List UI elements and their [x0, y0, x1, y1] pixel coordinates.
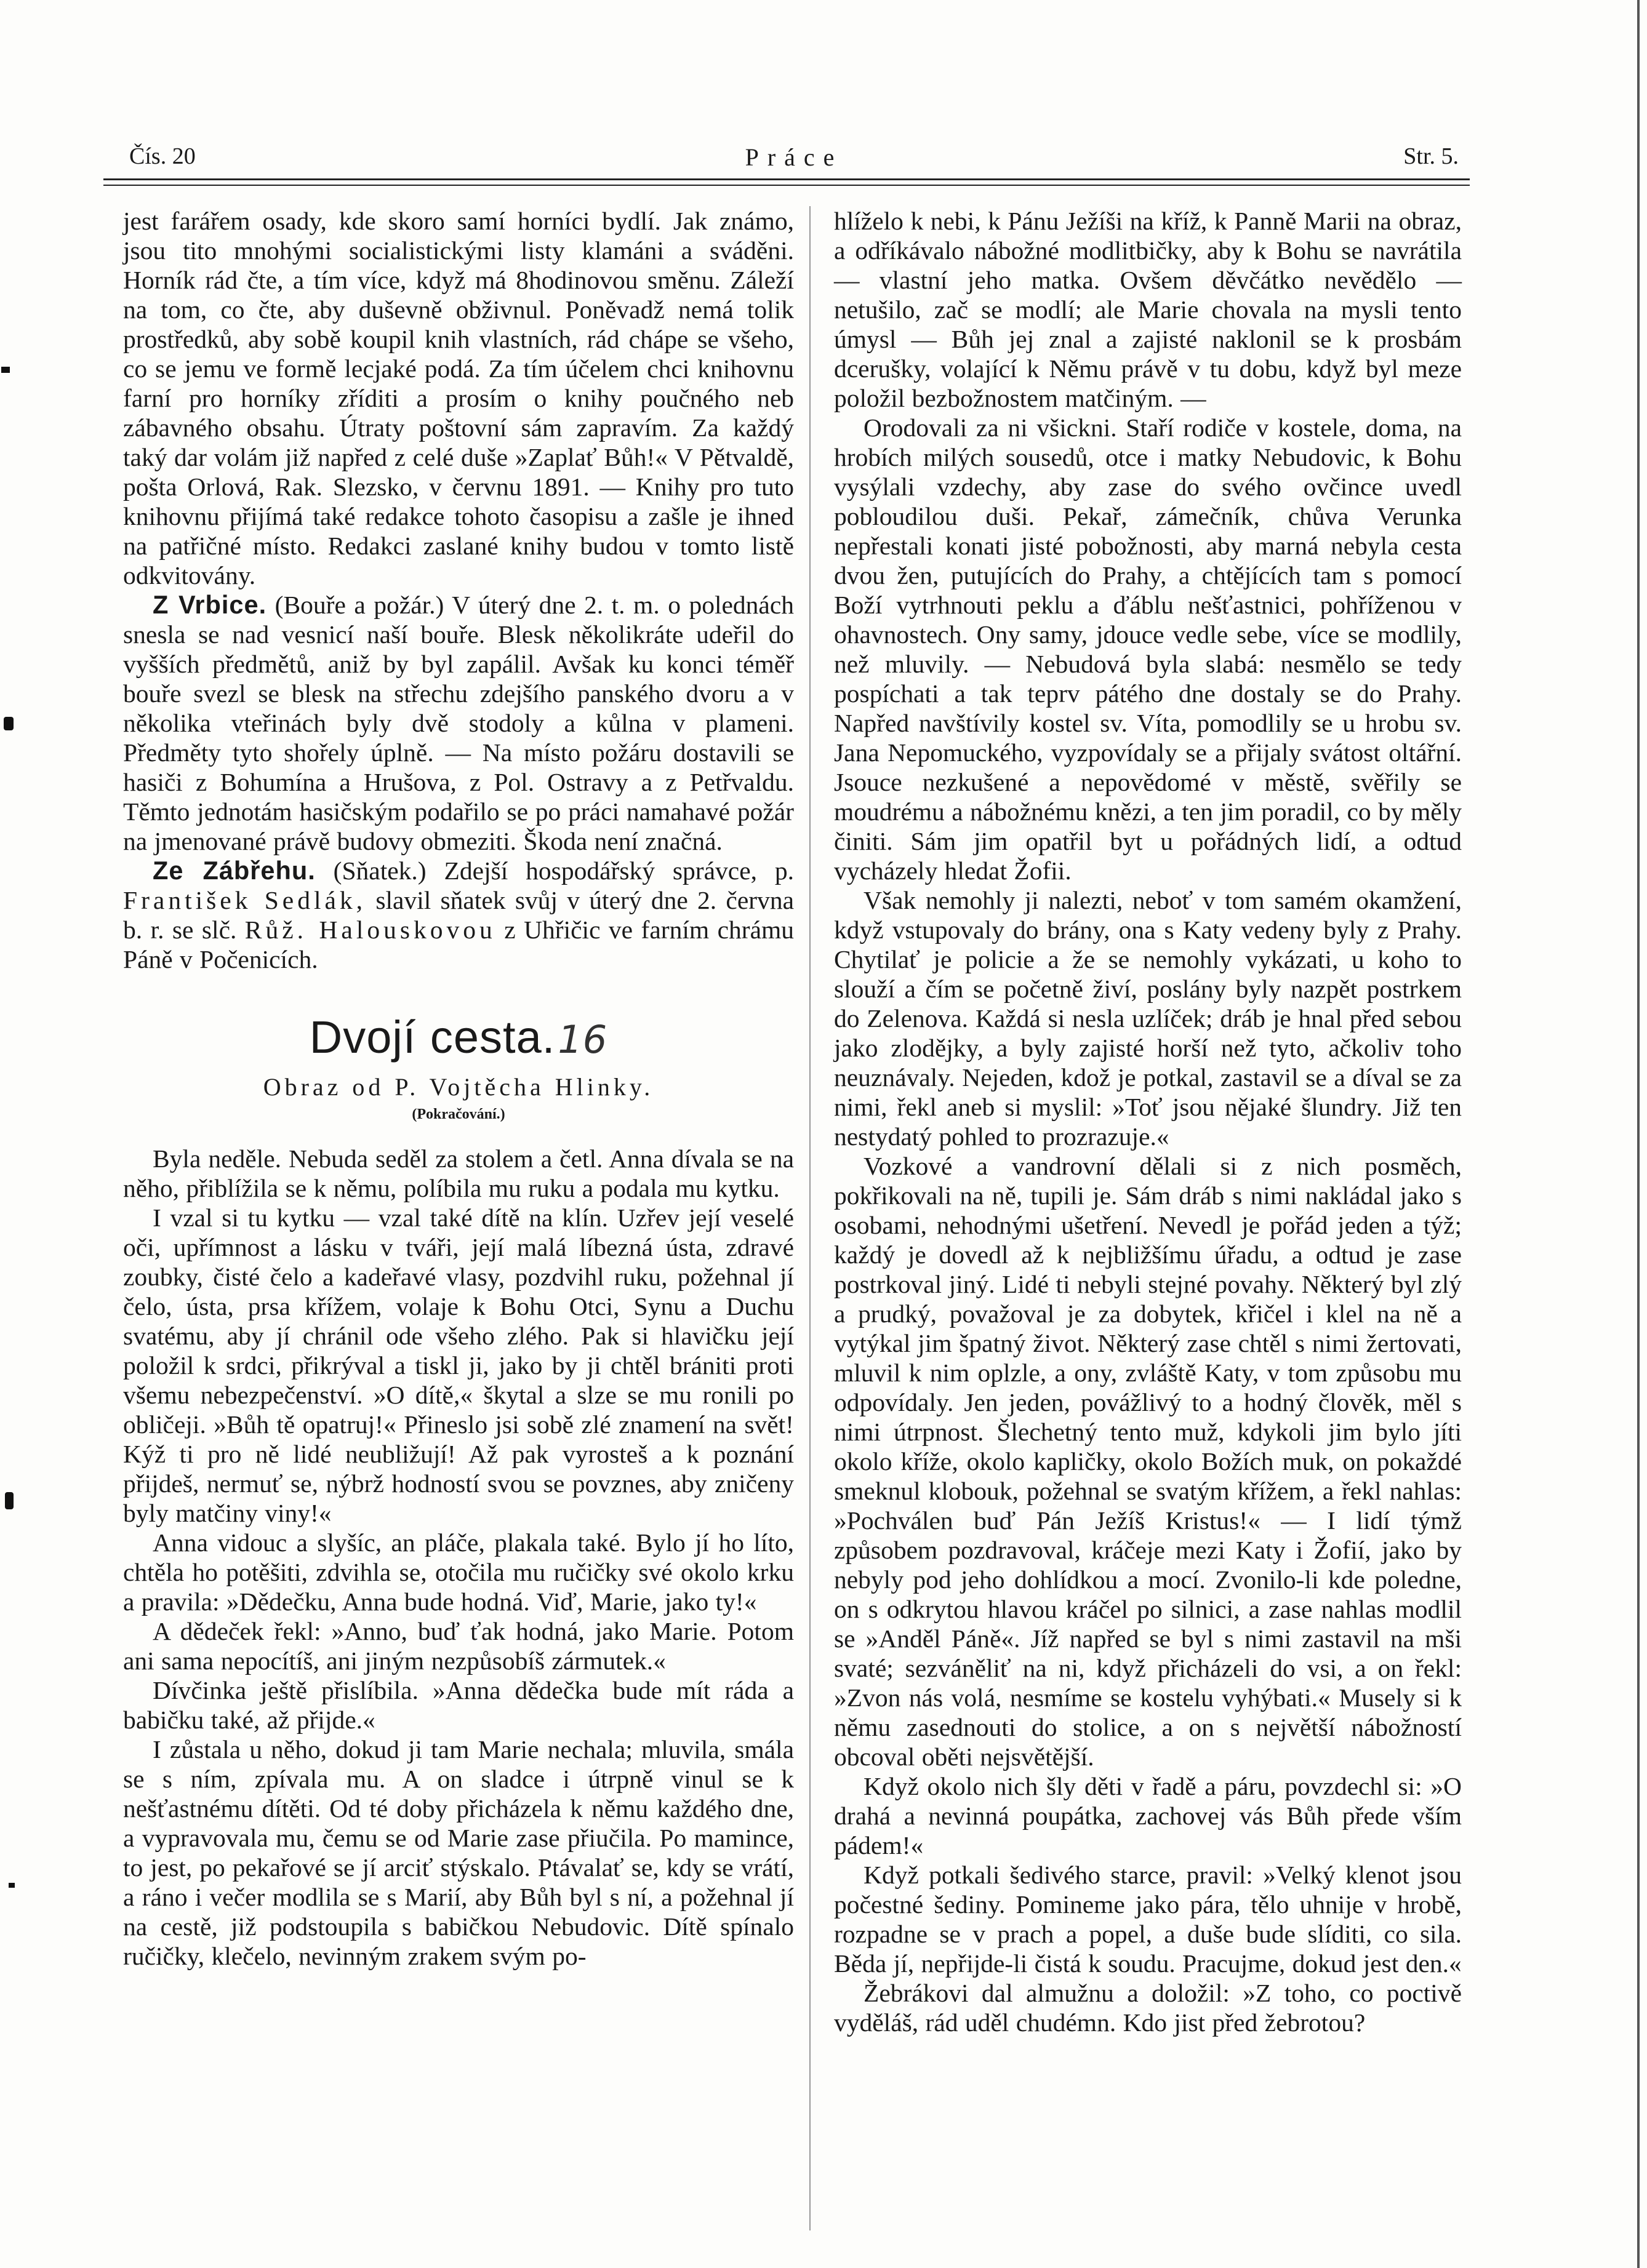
news-text: V úterý dne 2. t. m. o polednách snesla se nad vesnicí naší bouře. Blesk několikráte udeřil do vyšších předmětů, aniž by byl zapálil. Avšak ku konci téměř bouře svezl se blesk na střechu zdejšího panského dvoru a v několika vteřinách byly dvě stodoly a kůlna v plameni. Předměty tyto shořely úplně. — Na místo požáru dostavili se hasiči z Bohumína a Hrušova, z Pol. Ostravy a z Petřvaldu. Těmto jednotám hasičským podařilo se po práci namahavé požár na jmenované právě budovy obmeziti. Škoda není značná.: [123, 591, 794, 855]
handwritten-annotation: 16: [558, 1017, 608, 1062]
story-heading: [123, 1010, 794, 1125]
story-paragraph: I zůstala u něho, dokud ji tam Marie nechala; mluvila, smála se s ním, zpívala mu. A on sladce i útrpně vinul se k nešťastnému dítěti. Od té doby přicházela k němu každého dne, a vypravovala mu, čemu se od Marie zase přiučila. Po mamince, to jest, po pekařové se jí arciť stýskalo. Ptávalať se, kdy se vrátí, a ráno i večer modlila se s Marií, aby Bůh byl s ní, a požehnal jí na cestě, již podstoupila s babičkou Nebudovic. Dítě spínalo ručičky, klečelo, nevinným zrakem svým po-: [123, 1735, 794, 1970]
page-header: [129, 143, 1459, 180]
header-rule-thin: [103, 185, 1470, 186]
news-topic: (Sňatek.): [333, 856, 427, 885]
spaced-name: František Sedlák,: [123, 886, 367, 914]
news-item-zabreh: [123, 856, 794, 974]
story-paragraph: A dědeček řekl: »Anno, buď ťak hodná, jako Marie. Potom ani sama nepocítíš, ani jiným nezpůsobíš zármutek.«: [123, 1617, 794, 1675]
story-paragraph: Však nemohly ji nalezti, neboť v tom samém okamžení, když vstupovaly do brány, ona s Katy vedeny byly z Prahy. Chytilať je policie a že se nemohly vykázati, u koho to slouží a čím se početně živí, poslány byly nazpět postrkem do Zelenova. Každá si nesla uzlíček; dráb je hnal před sebou jako zlodějky, a byly zajisté horší než tyto, ačkoliv toho neuznávaly. Nejeden, kdož je potkal, zastavil se a díval se za nimi, řekl aneb si myslil: »Toť jsou nějaké šlundry. Již ten nestydatý pohled to prozrazuje.«: [834, 886, 1462, 1151]
issue-number: Čís. 20: [129, 143, 196, 169]
news-item-vrbice: [123, 590, 794, 856]
news-place: Ze Zábřehu.: [153, 856, 316, 885]
page-edge-line: [1637, 0, 1640, 2268]
story-paragraph: Byla neděle. Nebuda seděl za stolem a četl. Anna dívala se na něho, přiblížila se k němu, políbila mu ruku a podala mu kytku.: [123, 1144, 794, 1202]
story-paragraph: Dívčinka ještě přislíbila. »Anna dědečka bude mít ráda a babičku také, až přijde.«: [123, 1676, 794, 1734]
news-text: Zdejší hospodářský správce, p.: [444, 856, 795, 885]
publication-title: Práce: [745, 143, 843, 171]
story-paragraph: Když okolo nich šly děti v řadě a páru, povzdechl si: »O drahá a nevinná poupátka, zachovej vás Bůh přede vším pádem!«: [834, 1772, 1462, 1859]
continued-note: (Pokračování.): [412, 1106, 505, 1122]
margin-dot: [5, 1492, 14, 1509]
news-text: z Uhřičic ve farním chrámu Páně v Počenicích.: [123, 916, 795, 973]
page-number: Str. 5.: [1403, 143, 1459, 169]
margin-dot: [4, 717, 14, 730]
story-paragraph: Vozkové a vandrovní dělali si z nich posměch, pokřikovali na ně, tupili je. Sám dráb s nimi nakládal jako s osobami, nehodnými ušetření. Nevedl je pořád jeden a týž; každý je dovedl až k nejbližšímu úřadu, a odtud je zase postrkoval jiný. Lidé ti nebyli stejné povahy. Některý byl zlý a prudký, považoval je za dobytek, křičel i klel na ně a vytýkal jim špatný život. Některý zase chtěl s nimi žertovati, mluvil k nim oplzle, a ony, zvláště Katy, v tom způsobu mu odpovídaly. Jen jeden, povážlivý to a hodný člověk, měl s nimi útrpnost. Šlechetný tento muž, kdykoli jim bylo jíti okolo kříže, okolo kapličky, okolo Božích muk, on pokaždé smeknul klobouk, požehnal se svatým křížem, a řekl nahlas: »Pochválen buď Pán Ježíš Kristus!« — I lidí týmž způsobem pozdravoval, kráčeje mezi Katy i Žofií, jako by nebyly pod jeho dohlídkou a mocí. Zvonilo-li kde poledne, on s odkrytou hlavou kráčel po silnici, a zase nahlas modlil se »Anděl Páně«. Jíž napřed se byl s nimi zastavil na mši svaté; sezváněliť na ni, když přicházeli do vsi, a on řekl: »Zvon nás volá, nesmíme se kostelu vyhýbati.« Musely si k němu zasednouti do stolice, a on s největší nábožností obcoval oběti nejsvětější.: [834, 1152, 1462, 1771]
margin-dot: [9, 1883, 15, 1888]
news-topic: (Bouře a požár.): [274, 591, 444, 619]
right-column: [834, 206, 1462, 2037]
story-subtitle: Obraz od P. Vojtěcha Hlinky.: [263, 1073, 654, 1101]
header-rule: [103, 178, 1470, 180]
story-paragraph: Když potkali šedivého starce, pravil: »Velký klenot jsou počestné šediny. Pomineme jako pára, tělo uhnije v hrobě, rozpadne se v prach a popel, a duše bude slíditi, co sila. Běda jí, nepřijde-li čistá k soudu. Pracujme, dokud jest den.«: [834, 1861, 1462, 1978]
story-paragraph: I vzal si tu kytku — vzal také dítě na klín. Uzřev její veselé oči, upřímnost a lásku v tváři, její malá líbezná ústa, zdravé zoubky, čisté čelo a kadeřavé vlasy, pozdvihl ruku, požehnal jí čelo, ústa, prsa křížem, volaje k Bohu Otci, Synu a Duchu svatému, aby jí chránil ode všeho zlého. Pak si hlavičku její položil k srdci, přikrýval a tiskl ji, jako by ji chtěl brániti proti všemu nebezpečenství. »O dítě,« škytal a slze se mu ronili po obličeji. »Bůh tě opatruj!« Přineslo jsi sobě zlé znamení na svět! Kýž ti pro ně lidé neubližují! Až pak vyrosteš a k poznání přijdeš, nermuť se, nýbrž hodností svou se povznes, aby zničeny byly matčiny viny!«: [123, 1204, 794, 1527]
left-column: [123, 206, 794, 1971]
story-paragraph: Žebrákovi dal almužnu a doložil: »Z toho, co poctivě vyděláš, rád uděl chudémn. Kdo jist před žebrotou?: [834, 1979, 1462, 2037]
news-place: Z Vrbice.: [153, 590, 267, 619]
story-paragraph: hlíželo k nebi, k Pánu Ježíši na kříž, k Panně Marii na obraz, a odříkávalo nábožné modlitbičky, aby k Bohu se navrátila — vlastní jeho matka. Ovšem děvčátko nevědělo — netušilo, zač se modlí; ale Marie chovala na mysli tento úmysl — Bůh jej znal a zajisté naklonil se k prosbám dcerušky, volající k Němu právě v tu dobu, když byl meze položil bezbožnostem matčiným. —: [834, 207, 1462, 412]
article-paragraph: jest farářem osady, kde skoro samí horníci bydlí. Jak známo, jsou tito mnohými socialistickými listy klamáni a sváděni. Horník rád čte, a tím více, když má 8hodinovou směnu. Záleží na tom, co čte, aby duševně obživnul. Poněvadž nemá tolik prostředků, aby sobě koupil knih vlastních, rád chápe se všeho, co se jemu ve formě lecjaké podá. Za tím účelem chci knihovnu farní pro horníky zříditi a prosím o knihy poučného neb zábavného obsahu. Útraty poštovní sám zapravím. Za každý taký dar volám již napřed z celé duše »Zaplať Bůh!« V Pětvaldě, pošta Orlová, Rak. Slezsko, v červnu 1891. — Knihy pro tuto knihovnu přijímá také redakce tohoto časopisu a zašle je ihned na patřičné místo. Redakci zaslané knihy budou v tomto listě odkvitovány.: [123, 207, 794, 589]
story-paragraph: Orodovali za ni všickni. Staří rodiče v kostele, doma, na hrobích milých sousedů, otce i matky Nebudovic, k Bohu vysýlali vzdechy, aby zase do svého ovčince uvedl pobloudilou duši. Pekař, zámečník, chůva Verunka nepřestali konati jisté pobožnosti, aby marná nebyla cesta dvou žen, putujících do Prahy, a chtějících tam s pomocí Boží vytrhnouti peklu a ďáblu nešťastnici, pohříženou v ohavnostech. Ony samy, jdouce vedle sebe, více se modlily, než mluvily. — Nebudová byla slabá: nesmělo se tedy pospíchati a tak teprv pátého dne dostaly se do Prahy. Napřed navštívily kostel sv. Víta, pomodlily se u hrobu sv. Jana Nepomuckého, vyzpovídaly se a přijaly svátost oltářní. Jsouce nezkušené a nepovědomé v městě, svěřily se moudrému a nábožnému knězi, a ten jim poradil, co by měly činiti. Sám jim opatřil byt u pořádných lidí, a odtud vycházely hledat Žofii.: [834, 413, 1462, 885]
spaced-name: Růž. Halouskovou: [244, 916, 496, 944]
margin-dot: [1, 367, 10, 373]
news-text: slavil sňatek svůj v úterý dne 2. června b. r. se slč.: [123, 886, 795, 944]
story-paragraph: Anna vidouc a slyšíc, an pláče, plakala také. Bylo jí ho líto, chtěla ho potěšiti, zdvihla se, otočila mu ručičky své okolo krku a pravila: »Dědečku, Anna bude hodná. Viď, Marie, jako ty!«: [123, 1528, 794, 1616]
column-divider: [809, 206, 811, 2230]
story-title: Dvojí cesta.16: [309, 1012, 608, 1063]
